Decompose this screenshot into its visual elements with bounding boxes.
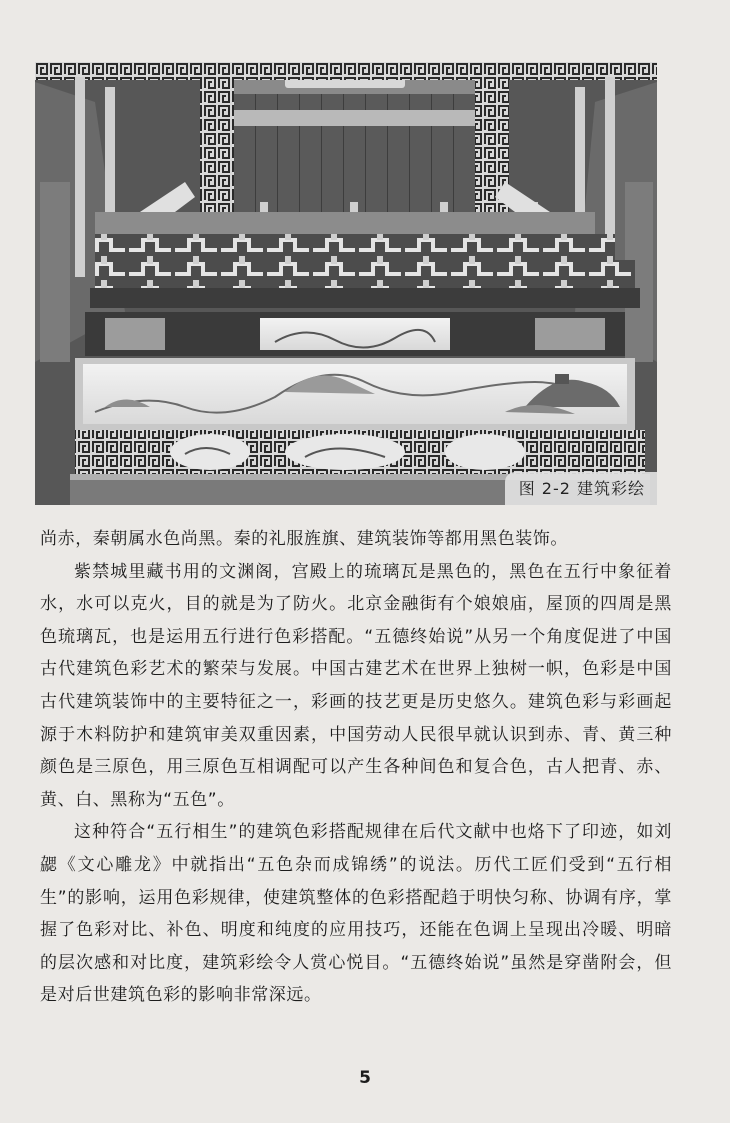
architectural-painting-figure	[35, 62, 657, 505]
paragraph-2: 紫禁城里藏书用的文渊阁，宫殿上的琉璃瓦是黑色的，黑色在五行中象征着水，水可以克火，目的就是为了防火。北京金融街有个娘娘庙，屋顶的四周是黑色琉璃瓦，也是运用五行进行色彩搭配。“五德终始说”从另一个角度促进了中国古代建筑色彩艺术的繁荣与发展。中国古建艺术在世界上独树一帜，色彩是中国古代建筑装饰中的主要特征之一，彩画的技艺更是历史悠久。建筑色彩与彩画起源于木料防护和建筑审美双重因素，中国劳动人民很早就认识到赤、青、黄三种颜色是三原色，用三原色互相调配可以产生各种间色和复合色，古人把青、赤、黄、白、黑称为“五色”。	[40, 561, 672, 810]
paragraph-1: 尚赤，秦朝属水色尚黑。秦的礼服旌旗、建筑装饰等都用黑色装饰。	[40, 529, 568, 549]
body-text	[40, 523, 672, 1012]
paragraph-3: 这种符合“五行相生”的建筑色彩搭配规律在后代文献中也烙下了印迹，如刘勰《文心雕龙》中就指出“五色杂而成锦绣”的说法。历代工匠们受到“五行相生”的影响，运用色彩规律，使建筑整体的色彩搭配趋于明快匀称、协调有序，掌握了色彩对比、补色、明度和纯度的应用技巧，还能在色调上呈现出冷暖、明暗的层次感和对比度，建筑彩绘令人赏心悦目。“五德终始说”虽然是穿凿附会，但是对后世建筑色彩的影响非常深远。	[40, 822, 672, 1006]
figure-caption: 图 2-2 建筑彩绘	[505, 472, 657, 505]
painted-ceiling-photo	[35, 62, 657, 505]
page-number: 5	[359, 1068, 371, 1088]
